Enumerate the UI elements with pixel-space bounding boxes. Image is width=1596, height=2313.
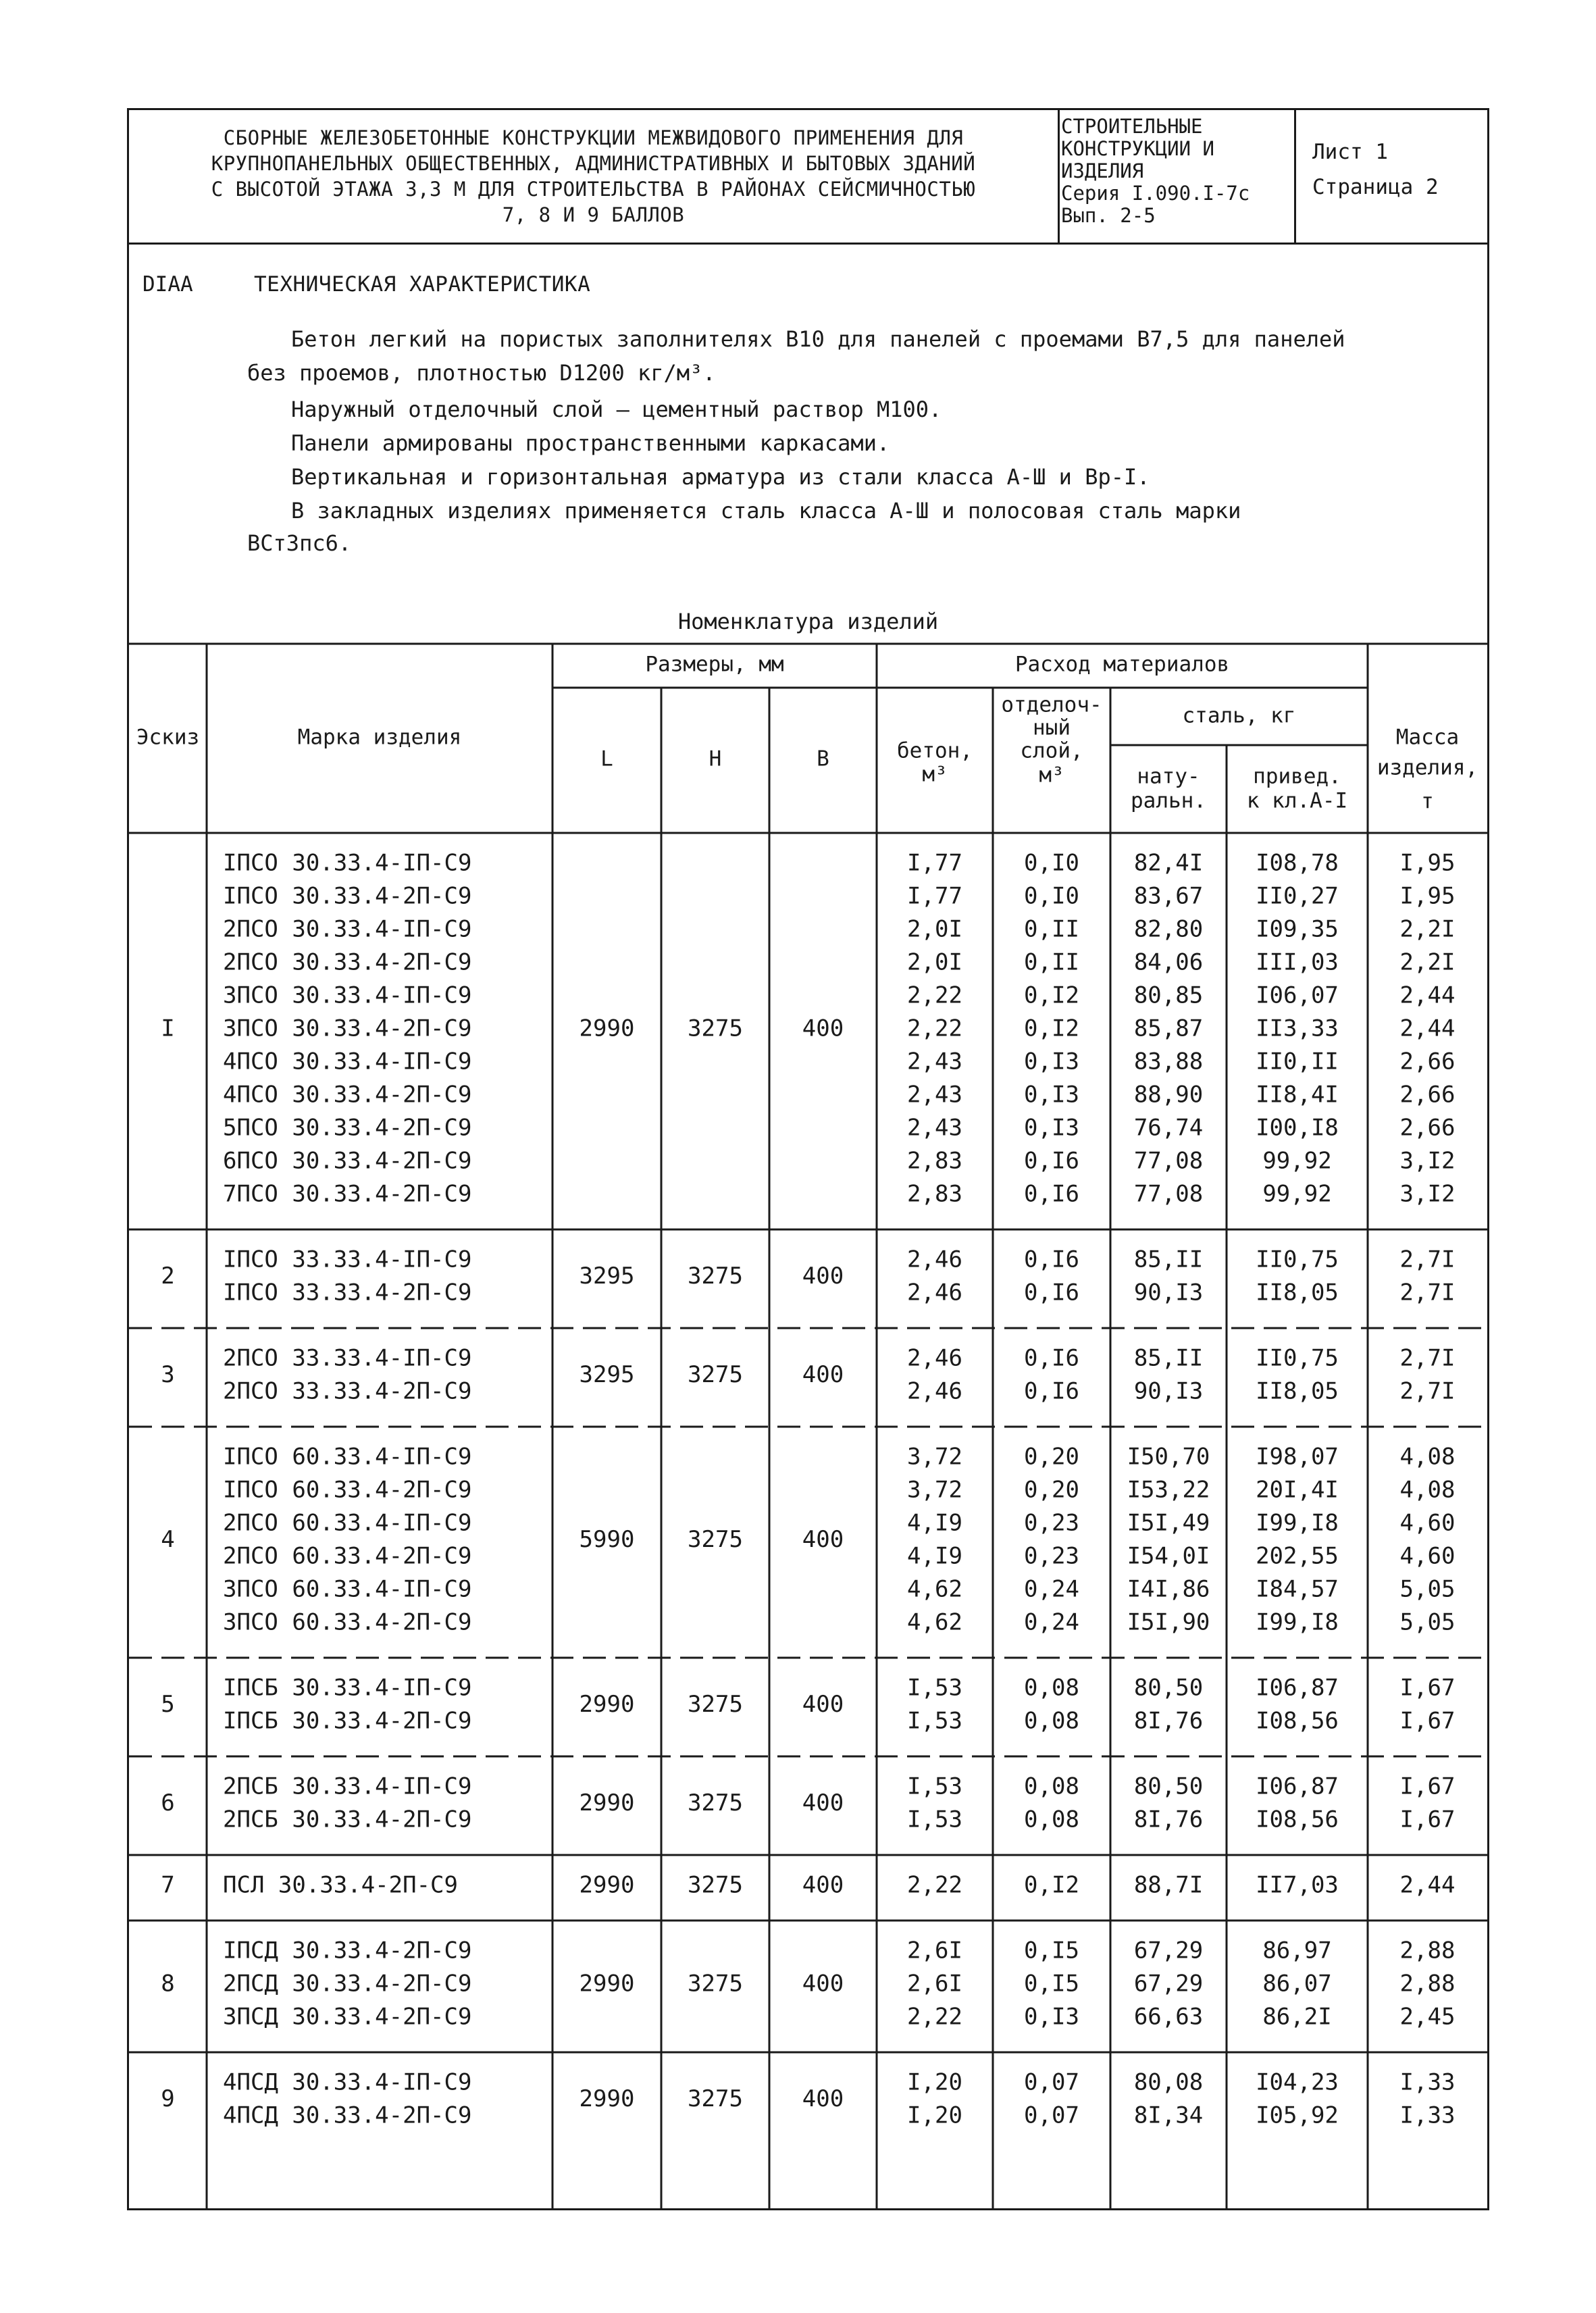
product-mark: 6ПСО 30.33.4-2П-С9 <box>223 1147 472 1175</box>
cell-length: 2990 <box>579 1691 635 1718</box>
title-line: СБОРНЫЕ ЖЕЛЕЗОБЕТОННЫЕ КОНСТРУКЦИИ МЕЖВИДОВОГО ПРИМЕНЕНИЯ ДЛЯ <box>223 126 964 149</box>
cell-length: 3295 <box>579 1263 635 1290</box>
header-mass: Масса <box>1395 725 1460 750</box>
cell-finish: 0,08 <box>1024 1707 1079 1735</box>
cell-mass: 2,45 <box>1399 2003 1456 2031</box>
cell-finish: 0,08 <box>1024 1674 1079 1702</box>
cell-concrete: I,53 <box>907 1773 962 1800</box>
cell-steel-natural: 85,87 <box>1133 1015 1204 1042</box>
cell-steel-reduced: I04,23 <box>1256 2068 1339 2096</box>
spec-line: В закладных изделиях применяется сталь класса А-Ш и полосовая сталь марки <box>291 498 1241 524</box>
cell-mass: 2,44 <box>1399 982 1456 1009</box>
cell-concrete: 2,22 <box>907 982 962 1009</box>
cell-steel-natural: 80,85 <box>1133 982 1204 1009</box>
cell-steel-reduced: II0,II <box>1256 1048 1339 1075</box>
cell-mass: 3,I2 <box>1399 1180 1456 1208</box>
header-mark: Марка изделия <box>297 725 462 750</box>
cell-steel-natural: I5I,90 <box>1127 1608 1210 1636</box>
series-line: КОНСТРУКЦИИ И <box>1061 137 1214 160</box>
header-mass: изделия, <box>1376 755 1478 780</box>
cell-steel-natural: 90,I3 <box>1133 1279 1204 1306</box>
cell-concrete: 2,46 <box>907 1279 962 1306</box>
cell-mass: I,33 <box>1399 2102 1456 2129</box>
cell-steel-natural: 8I,76 <box>1133 1806 1204 1833</box>
cell-mass: 2,7I <box>1399 1377 1456 1405</box>
product-mark: IПСО 60.33.4-IП-С9 <box>223 1443 472 1471</box>
cell-sketch: 6 <box>161 1789 175 1816</box>
cell-steel-natural: 8I,34 <box>1133 2102 1204 2129</box>
cell-height: 3275 <box>688 1691 743 1718</box>
product-mark: 3ПСО 60.33.4-IП-С9 <box>223 1575 472 1603</box>
product-mark: 2ПСД 30.33.4-2П-С9 <box>223 1970 472 1998</box>
cell-steel-natural: I5I,49 <box>1127 1509 1210 1537</box>
cell-length: 2990 <box>579 2085 635 2112</box>
product-mark: 2ПСО 30.33.4-2П-С9 <box>223 948 472 976</box>
cell-steel-natural: 83,67 <box>1133 882 1204 910</box>
cell-concrete: I,77 <box>907 849 962 877</box>
cell-steel-natural: 88,90 <box>1133 1081 1204 1109</box>
product-mark: 4ПСД 30.33.4-2П-С9 <box>223 2102 472 2129</box>
cell-concrete: 4,62 <box>907 1608 962 1636</box>
cell-steel-reduced: I99,I8 <box>1256 1509 1339 1537</box>
cell-concrete: 3,72 <box>907 1443 962 1471</box>
cell-mass: 2,7I <box>1399 1246 1456 1273</box>
cell-concrete: 4,I9 <box>907 1509 962 1537</box>
cell-sketch: 7 <box>161 1871 175 1899</box>
cell-finish: 0,20 <box>1024 1443 1079 1471</box>
cell-height: 3275 <box>688 1789 743 1816</box>
product-mark: IПСО 30.33.4-2П-С9 <box>223 882 472 910</box>
cell-steel-reduced: 86,2I <box>1262 2003 1332 2031</box>
cell-concrete: 3,72 <box>907 1476 962 1504</box>
cell-height: 3275 <box>688 1015 743 1042</box>
cell-thickness: 400 <box>802 1871 844 1899</box>
cell-finish: 0,I6 <box>1024 1344 1079 1372</box>
cell-finish: 0,I3 <box>1024 1048 1079 1075</box>
cell-mass: I,33 <box>1399 2068 1456 2096</box>
cell-sketch: 5 <box>161 1691 175 1718</box>
cell-finish: 0,I5 <box>1024 1970 1079 1998</box>
cell-steel-natural: 67,29 <box>1133 1937 1204 1964</box>
header-L: L <box>600 746 613 771</box>
cell-concrete: 2,43 <box>907 1081 962 1109</box>
spec-line: ВСт3пс6. <box>247 530 352 556</box>
cell-steel-natural: 8I,76 <box>1133 1707 1204 1735</box>
product-mark: 2ПСО 60.33.4-2П-С9 <box>223 1542 472 1570</box>
cell-mass: 2,66 <box>1399 1081 1456 1109</box>
cell-length: 5990 <box>579 1526 635 1553</box>
header-concrete-unit: м³ <box>922 762 948 787</box>
cell-steel-natural: 85,II <box>1133 1246 1204 1273</box>
cell-steel-natural: 85,II <box>1133 1344 1204 1372</box>
product-mark: IПСБ 30.33.4-2П-С9 <box>223 1707 472 1735</box>
product-mark: 2ПСО 33.33.4-2П-С9 <box>223 1377 472 1405</box>
cell-mass: I,67 <box>1399 1806 1456 1833</box>
cell-length: 2990 <box>579 1871 635 1899</box>
cell-steel-natural: 83,88 <box>1133 1048 1204 1075</box>
cell-concrete: 2,83 <box>907 1147 962 1175</box>
header-finish-unit: м³ <box>1039 763 1064 788</box>
cell-steel-reduced: I06,87 <box>1256 1674 1339 1702</box>
cell-concrete: 2,6I <box>907 1970 962 1998</box>
cell-sketch: 4 <box>161 1526 175 1553</box>
series-line: ИЗДЕЛИЯ <box>1061 159 1144 182</box>
cell-steel-natural: 82,4I <box>1133 849 1204 877</box>
cell-concrete: 4,I9 <box>907 1542 962 1570</box>
cell-finish: 0,24 <box>1024 1608 1079 1636</box>
cell-steel-natural: 82,80 <box>1133 915 1204 943</box>
cell-steel-natural: 80,50 <box>1133 1773 1204 1800</box>
cell-mass: 4,60 <box>1399 1509 1456 1537</box>
cell-concrete: 2,43 <box>907 1114 962 1142</box>
cell-finish: 0,I5 <box>1024 1937 1079 1964</box>
header-sketch: Эскиз <box>136 725 200 750</box>
cell-steel-natural: 77,08 <box>1133 1147 1204 1175</box>
cell-finish: 0,08 <box>1024 1806 1079 1833</box>
cell-steel-natural: I54,0I <box>1127 1542 1210 1570</box>
header-finish: ный <box>1033 715 1071 740</box>
page-label: Страница 2 <box>1312 175 1439 199</box>
cell-finish: 0,24 <box>1024 1575 1079 1603</box>
cell-steel-natural: I4I,86 <box>1127 1575 1210 1603</box>
product-mark: IПСО 33.33.4-IП-С9 <box>223 1246 472 1273</box>
cell-steel-reduced: I05,92 <box>1256 2102 1339 2129</box>
cell-steel-reduced: II8,05 <box>1256 1377 1339 1405</box>
product-mark: 4ПСО 30.33.4-2П-С9 <box>223 1081 472 1109</box>
cell-steel-reduced: I09,35 <box>1256 915 1339 943</box>
cell-finish: 0,I2 <box>1024 982 1079 1009</box>
product-mark: IПСО 33.33.4-2П-С9 <box>223 1279 472 1306</box>
cell-steel-natural: I50,70 <box>1127 1443 1210 1471</box>
document-sheet <box>127 108 1489 2210</box>
section-title: ТЕХНИЧЕСКАЯ ХАРАКТЕРИСТИКА <box>254 272 591 297</box>
cell-steel-reduced: 86,07 <box>1262 1970 1332 1998</box>
header-steel-reduced: к кл.А-I <box>1246 788 1348 813</box>
cell-finish: 0,I2 <box>1024 1015 1079 1042</box>
cell-concrete: I,77 <box>907 882 962 910</box>
product-mark: 7ПСО 30.33.4-2П-С9 <box>223 1180 472 1208</box>
header-finish: отделоч- <box>1001 692 1102 717</box>
cell-mass: 2,44 <box>1399 1871 1456 1899</box>
cell-steel-reduced: I84,57 <box>1256 1575 1339 1603</box>
cell-steel-reduced: I98,07 <box>1256 1443 1339 1471</box>
cell-mass: I,67 <box>1399 1674 1456 1702</box>
cell-concrete: I,20 <box>907 2068 962 2096</box>
cell-concrete: 2,43 <box>907 1048 962 1075</box>
cell-finish: 0,I2 <box>1024 1871 1079 1899</box>
cell-mass: 2,66 <box>1399 1048 1456 1075</box>
cell-steel-reduced: 20I,4I <box>1256 1476 1339 1504</box>
title-line: С ВЫСОТОЙ ЭТАЖА 3,3 М ДЛЯ СТРОИТЕЛЬСТВА В РАЙОНАХ СЕЙСМИЧНОСТЬЮ <box>211 178 976 201</box>
cell-steel-reduced: II0,75 <box>1256 1246 1339 1273</box>
cell-thickness: 400 <box>802 1970 844 1998</box>
cell-mass: 5,05 <box>1399 1608 1456 1636</box>
cell-concrete: 2,46 <box>907 1377 962 1405</box>
header-mass-unit: т <box>1421 789 1434 814</box>
cell-mass: I,67 <box>1399 1707 1456 1735</box>
cell-thickness: 400 <box>802 1361 844 1388</box>
spec-line: Вертикальная и горизонтальная арматура из стали класса А-Ш и Вр-I. <box>291 464 1150 490</box>
cell-steel-reduced: II8,4I <box>1256 1081 1339 1109</box>
cell-finish: 0,II <box>1024 948 1079 976</box>
cell-concrete: 2,46 <box>907 1246 962 1273</box>
cell-finish: 0,I0 <box>1024 882 1079 910</box>
spec-line: Панели армированы пространственными каркасами. <box>291 430 890 456</box>
header-steel-natural: нату- <box>1137 764 1200 789</box>
cell-height: 3275 <box>688 1361 743 1388</box>
cell-finish: 0,I6 <box>1024 1279 1079 1306</box>
cell-sketch: 9 <box>161 2085 175 2112</box>
header-steel-reduced: привед. <box>1253 764 1341 789</box>
cell-length: 2990 <box>579 1789 635 1816</box>
cell-mass: 2,88 <box>1399 1937 1456 1964</box>
cell-finish: 0,23 <box>1024 1542 1079 1570</box>
header-steel: сталь, кг <box>1182 703 1296 728</box>
cell-length: 3295 <box>579 1361 635 1388</box>
cell-steel-reduced: II8,05 <box>1256 1279 1339 1306</box>
cell-steel-reduced: I08,78 <box>1256 849 1339 877</box>
cell-finish: 0,I6 <box>1024 1246 1079 1273</box>
cell-mass: I,95 <box>1399 849 1456 877</box>
table-caption: Номенклатура изделий <box>677 609 939 634</box>
cell-finish: 0,I3 <box>1024 2003 1079 2031</box>
product-mark: 2ПСБ 30.33.4-IП-С9 <box>223 1773 472 1800</box>
header-sizes: Размеры, мм <box>645 652 784 677</box>
cell-steel-reduced: I06,07 <box>1256 982 1339 1009</box>
cell-steel-reduced: I06,87 <box>1256 1773 1339 1800</box>
cell-steel-reduced: 99,92 <box>1262 1147 1332 1175</box>
spec-line: Бетон легкий на пористых заполнителях В10 для панелей с проемами В7,5 для панелей <box>291 326 1345 352</box>
cell-mass: 2,88 <box>1399 1970 1456 1998</box>
cell-steel-natural: 67,29 <box>1133 1970 1204 1998</box>
cell-concrete: I,53 <box>907 1674 962 1702</box>
cell-steel-natural: 90,I3 <box>1133 1377 1204 1405</box>
series-line: Серия I.090.I-7с <box>1061 182 1250 205</box>
cell-thickness: 400 <box>802 2085 844 2112</box>
title-line: КРУПНОПАНЕЛЬНЫХ ОБЩЕСТВЕННЫХ, АДМИНИСТРАТИВНЫХ И БЫТОВЫХ ЗДАНИЙ <box>211 152 976 175</box>
cell-thickness: 400 <box>802 1691 844 1718</box>
cell-steel-natural: 76,74 <box>1133 1114 1204 1142</box>
cell-mass: 2,7I <box>1399 1344 1456 1372</box>
product-mark: 3ПСО 60.33.4-2П-С9 <box>223 1608 472 1636</box>
cell-steel-natural: 77,08 <box>1133 1180 1204 1208</box>
product-mark: 2ПСО 60.33.4-IП-С9 <box>223 1509 472 1537</box>
product-mark: IПСБ 30.33.4-IП-С9 <box>223 1674 472 1702</box>
cell-finish: 0,I3 <box>1024 1114 1079 1142</box>
cell-steel-reduced: II0,27 <box>1256 882 1339 910</box>
product-mark: 3ПСД 30.33.4-2П-С9 <box>223 2003 472 2031</box>
product-mark: ПСЛ 30.33.4-2П-С9 <box>223 1871 458 1899</box>
cell-concrete: 4,62 <box>907 1575 962 1603</box>
product-mark: 5ПСО 30.33.4-2П-С9 <box>223 1114 472 1142</box>
cell-mass: 4,60 <box>1399 1542 1456 1570</box>
cell-mass: 2,2I <box>1399 948 1456 976</box>
cell-mass: 3,I2 <box>1399 1147 1456 1175</box>
cell-concrete: 2,0I <box>907 948 962 976</box>
cell-steel-reduced: I08,56 <box>1256 1806 1339 1833</box>
cell-steel-reduced: I00,I8 <box>1256 1114 1339 1142</box>
cell-mass: 5,05 <box>1399 1575 1456 1603</box>
product-mark: IПСО 60.33.4-2П-С9 <box>223 1476 472 1504</box>
cell-length: 2990 <box>579 1015 635 1042</box>
cell-height: 3275 <box>688 1263 743 1290</box>
cell-finish: 0,I6 <box>1024 1377 1079 1405</box>
cell-sketch: 3 <box>161 1361 175 1388</box>
spec-line: Наружный отделочный слой – цементный раствор М100. <box>291 397 942 422</box>
cell-steel-reduced: I08,56 <box>1256 1707 1339 1735</box>
cell-concrete: I,53 <box>907 1707 962 1735</box>
cell-steel-reduced: III,03 <box>1256 948 1339 976</box>
product-mark: 3ПСО 30.33.4-2П-С9 <box>223 1015 472 1042</box>
cell-concrete: 2,6I <box>907 1937 962 1964</box>
header-materials: Расход материалов <box>1014 652 1230 677</box>
product-mark: IПСО 30.33.4-IП-С9 <box>223 849 472 877</box>
cell-steel-reduced: 202,55 <box>1256 1542 1339 1570</box>
cell-steel-reduced: II0,75 <box>1256 1344 1339 1372</box>
cell-concrete: 2,0I <box>907 915 962 943</box>
cell-mass: 2,66 <box>1399 1114 1456 1142</box>
section-code: DIАА <box>143 272 193 297</box>
cell-finish: 0,08 <box>1024 1773 1079 1800</box>
cell-steel-natural: I53,22 <box>1127 1476 1210 1504</box>
product-mark: 3ПСО 30.33.4-IП-С9 <box>223 982 472 1009</box>
header-steel-natural: ральн. <box>1131 788 1206 813</box>
series-line: Вып. 2-5 <box>1061 204 1156 227</box>
cell-finish: 0,20 <box>1024 1476 1079 1504</box>
cell-steel-reduced: I99,I8 <box>1256 1608 1339 1636</box>
cell-concrete: I,53 <box>907 1806 962 1833</box>
header-finish: слой, <box>1020 738 1083 763</box>
cell-finish: 0,07 <box>1024 2102 1079 2129</box>
header-concrete: бетон, <box>897 738 973 763</box>
cell-mass: 2,44 <box>1399 1015 1456 1042</box>
cell-thickness: 400 <box>802 1015 844 1042</box>
cell-finish: 0,II <box>1024 915 1079 943</box>
product-mark: 4ПСО 30.33.4-IП-С9 <box>223 1048 472 1075</box>
nomenclature-table <box>129 110 1487 2208</box>
cell-height: 3275 <box>688 1970 743 1998</box>
header-H: H <box>709 746 722 771</box>
cell-height: 3275 <box>688 1871 743 1899</box>
cell-finish: 0,07 <box>1024 2068 1079 2096</box>
cell-mass: 2,7I <box>1399 1279 1456 1306</box>
cell-concrete: 2,22 <box>907 1871 962 1899</box>
cell-thickness: 400 <box>802 1789 844 1816</box>
cell-sketch: I <box>161 1015 175 1042</box>
cell-concrete: 2,22 <box>907 1015 962 1042</box>
cell-concrete: 2,46 <box>907 1344 962 1372</box>
cell-finish: 0,I6 <box>1024 1180 1079 1208</box>
cell-steel-reduced: II3,33 <box>1256 1015 1339 1042</box>
cell-steel-reduced: 86,97 <box>1262 1937 1332 1964</box>
header-B: B <box>817 746 829 771</box>
cell-concrete: I,20 <box>907 2102 962 2129</box>
sheet-label: Лист 1 <box>1312 140 1388 164</box>
cell-height: 3275 <box>688 1526 743 1553</box>
cell-steel-natural: 66,63 <box>1133 2003 1204 2031</box>
series-line: СТРОИТЕЛЬНЫЕ <box>1061 115 1203 138</box>
cell-steel-natural: 80,50 <box>1133 1674 1204 1702</box>
cell-mass: I,95 <box>1399 882 1456 910</box>
product-mark: 2ПСО 33.33.4-IП-С9 <box>223 1344 472 1372</box>
cell-steel-reduced: II7,03 <box>1256 1871 1339 1899</box>
cell-mass: 2,2I <box>1399 915 1456 943</box>
cell-concrete: 2,22 <box>907 2003 962 2031</box>
product-mark: 2ПСБ 30.33.4-2П-С9 <box>223 1806 472 1833</box>
cell-mass: I,67 <box>1399 1773 1456 1800</box>
cell-mass: 4,08 <box>1399 1443 1456 1471</box>
cell-finish: 0,I3 <box>1024 1081 1079 1109</box>
cell-height: 3275 <box>688 2085 743 2112</box>
cell-sketch: 8 <box>161 1970 175 1998</box>
cell-thickness: 400 <box>802 1263 844 1290</box>
cell-steel-natural: 80,08 <box>1133 2068 1204 2096</box>
cell-mass: 4,08 <box>1399 1476 1456 1504</box>
cell-finish: 0,I6 <box>1024 1147 1079 1175</box>
title-line: 7, 8 И 9 БАЛЛОВ <box>502 203 685 226</box>
cell-finish: 0,23 <box>1024 1509 1079 1537</box>
product-mark: IПСД 30.33.4-2П-С9 <box>223 1937 472 1964</box>
cell-steel-natural: 88,7I <box>1133 1871 1204 1899</box>
cell-sketch: 2 <box>161 1263 175 1290</box>
cell-concrete: 2,83 <box>907 1180 962 1208</box>
cell-steel-reduced: 99,92 <box>1262 1180 1332 1208</box>
cell-length: 2990 <box>579 1970 635 1998</box>
cell-thickness: 400 <box>802 1526 844 1553</box>
product-mark: 2ПСО 30.33.4-IП-С9 <box>223 915 472 943</box>
cell-finish: 0,I0 <box>1024 849 1079 877</box>
spec-line: без проемов, плотностью D1200 кг/м³. <box>247 360 716 386</box>
cell-steel-natural: 84,06 <box>1133 948 1204 976</box>
product-mark: 4ПСД 30.33.4-IП-С9 <box>223 2068 472 2096</box>
